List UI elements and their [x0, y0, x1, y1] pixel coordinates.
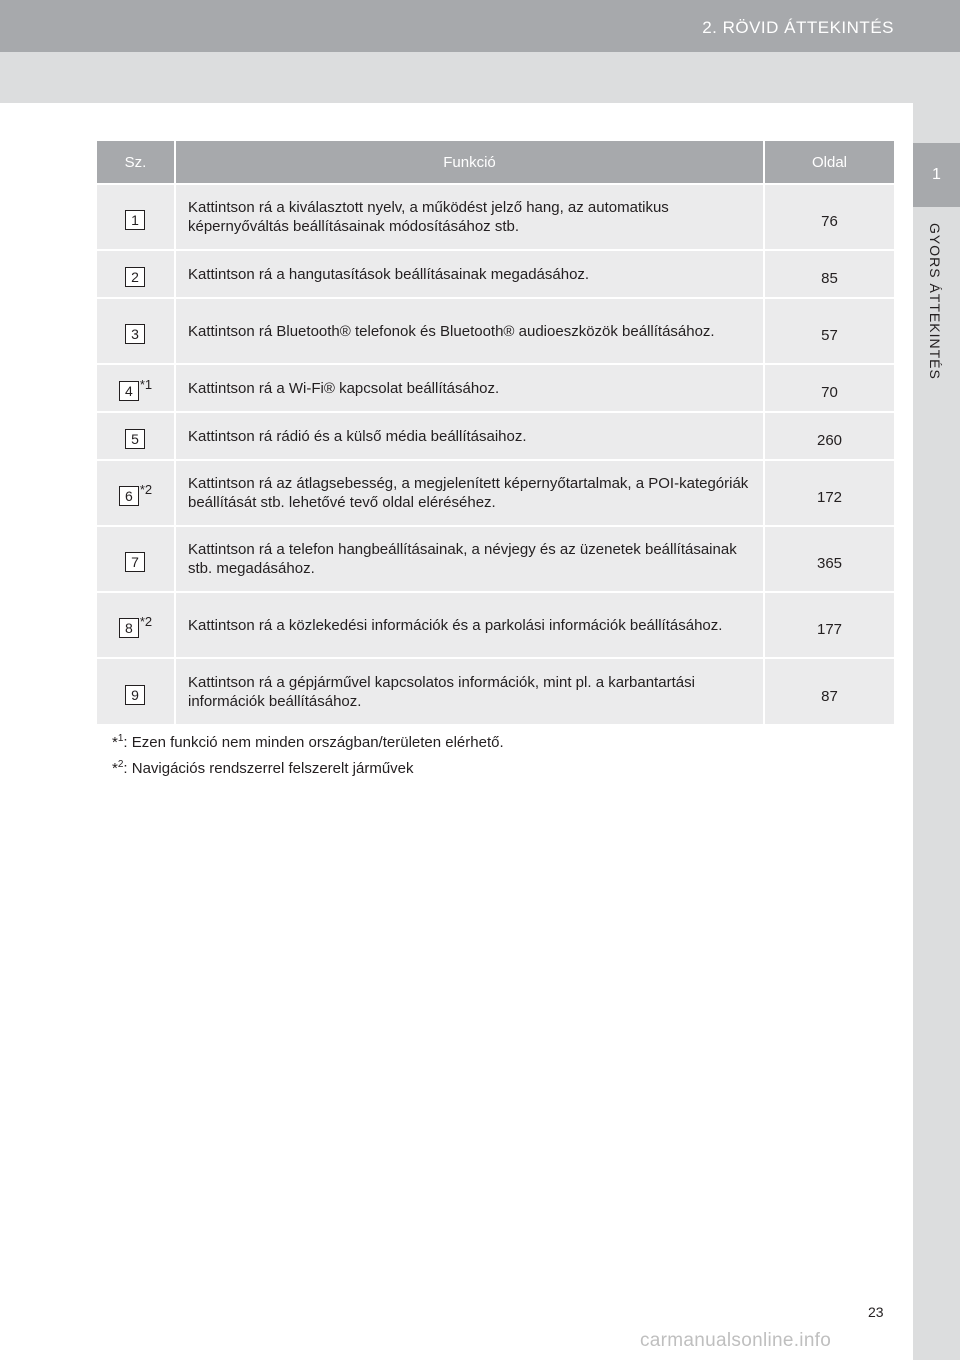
footnote-mark: * — [112, 734, 118, 751]
watermark: carmanualsonline.info — [640, 1330, 832, 1351]
table-row — [97, 364, 894, 412]
subheader-band — [0, 52, 960, 103]
footnote-text: : Navigációs rendszerrel felszerelt járművek — [123, 760, 414, 777]
row-number-cell — [97, 412, 175, 460]
section-tab-number: 1 — [913, 143, 960, 207]
row-number-box: 2 — [125, 267, 145, 287]
row-number-box: 5 — [125, 429, 145, 449]
function-table — [97, 141, 894, 724]
row-description: Kattintson rá a telefon hangbeállításainak, a névjegy és az üzenetek beállításainak stb. megadásához. — [175, 526, 764, 592]
row-number-cell — [97, 250, 175, 298]
row-number-cell — [97, 184, 175, 250]
row-number-cell — [97, 592, 175, 658]
table-row — [97, 184, 894, 250]
row-page: 365 — [764, 526, 894, 592]
row-description: Kattintson rá Bluetooth® telefonok és Bluetooth® audioeszközök beállításához. — [175, 298, 764, 364]
row-number-box: 1 — [125, 210, 145, 230]
row-description: Kattintson rá a kiválasztott nyelv, a működést jelző hang, az automatikus képernyőváltás beállításainak módosításához stb. — [175, 184, 764, 250]
table-row — [97, 658, 894, 724]
row-page: 87 — [764, 658, 894, 724]
row-page: 76 — [764, 184, 894, 250]
row-number-box: 9 — [125, 685, 145, 705]
row-footnote-mark: *2 — [139, 481, 153, 497]
row-page: 57 — [764, 298, 894, 364]
chapter-title: 2. RÖVID ÁTTEKINTÉS — [702, 18, 894, 37]
row-page: 177 — [764, 592, 894, 658]
table-row — [97, 460, 894, 526]
footnote-sup: 2 — [117, 759, 124, 770]
row-footnote-mark: *1 — [139, 376, 153, 392]
row-page: 260 — [764, 412, 894, 460]
footnote-mark: * — [112, 760, 118, 777]
header-page: Oldal — [764, 141, 894, 184]
row-page: 70 — [764, 364, 894, 412]
row-description: Kattintson rá a közlekedési információk és a parkolási információk beállításához. — [175, 592, 764, 658]
table-row — [97, 412, 894, 460]
row-number-box: 7 — [125, 552, 145, 572]
table-row — [97, 298, 894, 364]
row-number-box: 4 — [119, 381, 139, 401]
chapter-header-bar — [0, 0, 960, 52]
footnotes — [112, 728, 504, 780]
header-function: Funkció — [175, 141, 764, 184]
table-header-row — [97, 141, 894, 184]
row-number-box: 8 — [119, 618, 139, 638]
footnote-text: : Ezen funkció nem minden országban/területen elérhető. — [123, 734, 504, 751]
section-sidebar — [913, 103, 960, 1360]
row-number-cell — [97, 658, 175, 724]
header-number: Sz. — [97, 141, 175, 184]
footnote-sup: 1 — [117, 733, 124, 744]
row-number-cell — [97, 460, 175, 526]
table-row — [97, 526, 894, 592]
table-row — [97, 592, 894, 658]
section-label: GYORS ÁTTEKINTÉS — [927, 223, 943, 380]
row-page: 172 — [764, 460, 894, 526]
table-row — [97, 250, 894, 298]
row-description: Kattintson rá a hangutasítások beállításainak megadásához. — [175, 250, 764, 298]
row-description: Kattintson rá rádió és a külső média beállításaihoz. — [175, 412, 764, 460]
row-number-cell — [97, 526, 175, 592]
row-page: 85 — [764, 250, 894, 298]
row-description: Kattintson rá az átlagsebesség, a megjelenített képernyőtartalmak, a POI-kategóriák beállítását stb. lehetővé tevő oldal eléréséhez. — [175, 460, 764, 526]
row-number-cell — [97, 298, 175, 364]
row-number-cell — [97, 364, 175, 412]
page-number: 23 — [868, 1304, 884, 1320]
row-description: Kattintson rá a Wi-Fi® kapcsolat beállításához. — [175, 364, 764, 412]
row-description: Kattintson rá a gépjárművel kapcsolatos információk, mint pl. a karbantartási információk beállításához. — [175, 658, 764, 724]
row-number-box: 6 — [119, 486, 139, 506]
footnote-1 — [112, 728, 504, 754]
row-number-box: 3 — [125, 324, 145, 344]
footnote-2 — [112, 754, 504, 780]
row-footnote-mark: *2 — [139, 613, 153, 629]
